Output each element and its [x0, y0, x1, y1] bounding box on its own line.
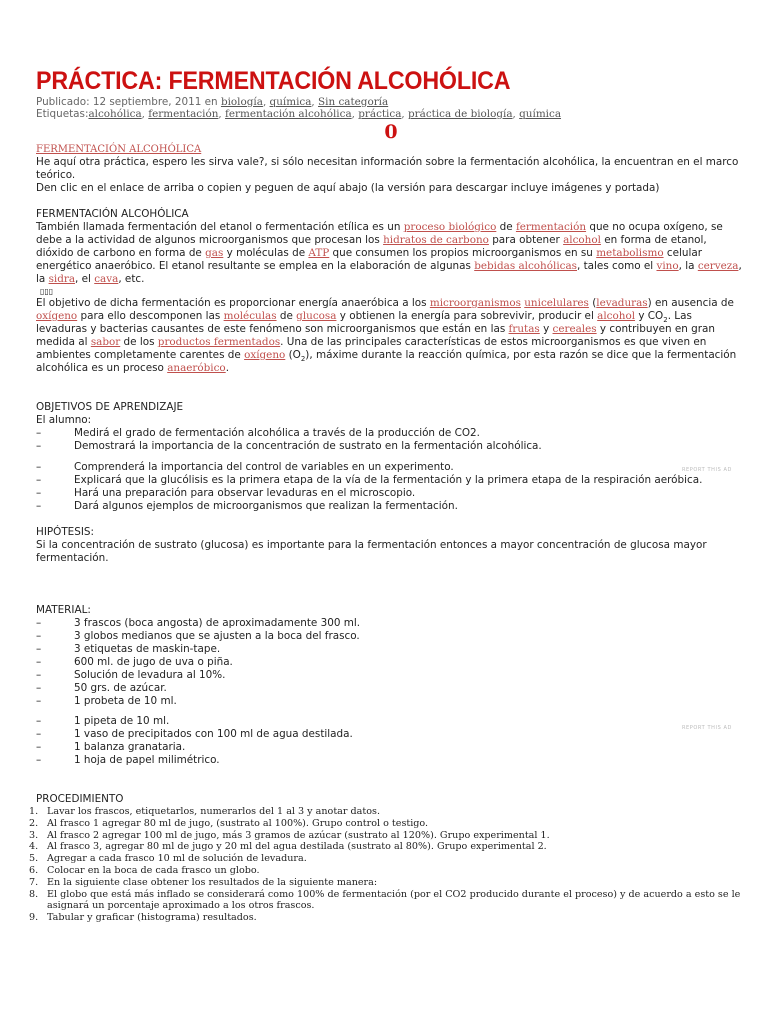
step-text: Al frasco 3, agregar 80 ml de jugo y 20 ml del agua destilada (sustrato al 80%). Grupo experimental 2. [47, 841, 547, 853]
bullet: – [36, 440, 42, 452]
material-item [36, 754, 746, 767]
wiki-link[interactable]: moléculas [223, 310, 277, 322]
bullet: – [36, 728, 42, 740]
material-item [36, 728, 746, 741]
step-text: Al frasco 2 agregar 100 ml de jugo, más 3 gramos de azúcar (sustrato al 120%). Grupo experimental 1. [47, 829, 550, 841]
objective-item [36, 474, 746, 487]
material-item [36, 715, 746, 728]
material-item-text: 1 balanza granataria. [74, 741, 186, 753]
tag-link[interactable]: fermentación [148, 108, 219, 120]
procedure-list [29, 806, 746, 924]
wiki-link[interactable]: sabor [90, 336, 121, 348]
step-number: 5. [29, 853, 39, 865]
bullet: – [36, 630, 42, 642]
objective-item [36, 487, 746, 500]
bullet: – [36, 695, 42, 707]
section-heading: MATERIAL: [36, 604, 91, 616]
tags-label: Etiquetas: [36, 108, 89, 120]
objective-item [36, 461, 746, 474]
step-text: El globo que está más inflado se considerará como 100% de fermentación (por el CO2 producido durante el proceso) y de acuerdo a esto se le asignará un porcentaje aproximado a los otros frascos. [47, 888, 741, 912]
category-link[interactable]: química [269, 96, 312, 108]
wiki-link[interactable]: ATP [308, 247, 330, 259]
section-heading: PROCEDIMIENTO [36, 793, 124, 805]
tags-line: Etiquetas:alcohólica, fermentación, fermentación alcohólica, práctica, práctica de biología, química [36, 108, 562, 120]
wiki-link[interactable]: hidratos de carbono [383, 234, 489, 246]
objectives-list [36, 427, 746, 453]
wiki-link[interactable]: anaeróbico [167, 362, 226, 374]
wiki-link[interactable]: alcohol [563, 234, 601, 246]
procedure-step [29, 912, 746, 924]
material-item [36, 617, 746, 630]
report-ad-link[interactable]: REPORT THIS AD [681, 467, 732, 473]
hypothesis-text: Si la concentración de sustrato (glucosa) es importante para la fermentación entonces a mayor concentración de glucosa mayor fermentación. [36, 539, 707, 564]
wiki-link[interactable]: fermentación [515, 221, 587, 233]
bullet: – [36, 682, 42, 694]
wiki-link[interactable]: sidra [48, 273, 76, 285]
procedure-step [29, 829, 746, 842]
wiki-link[interactable]: levaduras [596, 297, 648, 309]
comment-count[interactable]: 0 [384, 121, 398, 143]
material-item [36, 695, 746, 708]
bullet: – [36, 741, 42, 753]
fermentation-doc-link[interactable]: FERMENTACIÓN ALCOHÓLICA [36, 144, 202, 155]
objective-item [36, 440, 746, 453]
material-item-text: 1 probeta de 10 ml. [74, 695, 177, 707]
material-item-text: 3 frascos (boca angosta) de aproximadamente 300 ml. [74, 617, 361, 629]
step-text: Lavar los frascos, etiquetarlos, numerarlos del 1 al 3 y anotar datos. [47, 806, 381, 817]
material-item [36, 656, 746, 669]
procedure-step [29, 853, 746, 865]
material-item-text: 1 hoja de papel milimétrico. [74, 754, 220, 766]
article [29, 66, 746, 924]
bullet: – [36, 643, 42, 655]
bullet: – [36, 656, 42, 668]
wiki-link[interactable]: proceso biológico [403, 221, 497, 233]
procedure-step [29, 841, 746, 853]
step-text: Tabular y graficar (histograma) resultados. [47, 912, 257, 924]
step-number: 4. [29, 841, 39, 853]
material-item-text: Solución de levadura al 10%. [74, 669, 226, 681]
bullet: – [36, 487, 42, 499]
material-item-text: 3 globos medianos que se ajusten a la boca del frasco. [74, 630, 360, 642]
bullet: – [36, 754, 42, 766]
step-text: En la siguiente clase obtener los resultados de la siguiente manera: [47, 876, 378, 888]
section-heading: OBJETIVOS DE APRENDIZAJE [36, 401, 184, 413]
wiki-link[interactable]: gas [205, 247, 224, 259]
procedure-step [29, 817, 746, 830]
wiki-link[interactable]: frutas [508, 323, 540, 335]
subscript: 2 [663, 316, 668, 325]
step-text: Al frasco 1 agregar 80 ml de jugo, (sustrato al 100%). Grupo control o testigo. [47, 817, 429, 829]
material-item-text: 600 ml. de jugo de uva o piña. [74, 656, 233, 668]
objective-item-text: Dará algunos ejemplos de microorganismos que realizan la fermentación. [74, 500, 458, 512]
tag-link[interactable]: química [519, 108, 562, 120]
wiki-link[interactable]: glucosa [296, 310, 337, 322]
objective-item-text: Demostrará la importancia de la concentración de sustrato en la fermentación alcohólica. [74, 440, 542, 452]
wiki-link[interactable]: cerveza [697, 260, 739, 272]
wiki-link[interactable]: unicelulares [524, 297, 589, 309]
category-link[interactable]: Sin categoría [318, 96, 389, 108]
subscript: 2 [300, 355, 306, 364]
published-label: Publicado: 12 septiembre, 2011 en [36, 96, 218, 108]
missing-image-glyph: ▯▯▯ [40, 287, 54, 296]
material-item [36, 682, 746, 695]
definition-paragraph: También llamada fermentación del etanol o fermentación etílica es un proceso biológico de fermentación que no ocupa oxígeno, se debe a la actividad de algunos microorganismos que procesan los hidratos de carbono para obtener alcohol en forma de etanol, dióxido de carbono en forma de gas y moléculas de ATP que consumen los propios microorganismos en su metabolismo celular energético anaeróbico. El etanol resultante se emplea en la elaboración de algunas bebidas alcohólicas, tales como el vino, la cerveza, la sidra, el cava, etc. [36, 221, 742, 285]
objective-item-text: Hará una preparación para observar levaduras en el microscopio. [74, 487, 416, 499]
objective-item-text: Medirá el grado de fermentación alcohólica a través de la producción de CO2. [74, 427, 480, 439]
step-number: 1. [29, 806, 39, 817]
wiki-link[interactable]: oxígeno [244, 349, 286, 361]
material-list [36, 617, 746, 708]
wiki-link[interactable]: vino [656, 260, 679, 272]
step-number: 7. [29, 876, 39, 888]
wiki-link[interactable]: productos fermentados [157, 336, 281, 348]
material-list [36, 715, 746, 767]
objective-item [36, 500, 746, 513]
category-link[interactable]: biología [220, 96, 263, 108]
step-number: 3. [29, 829, 39, 841]
bullet: – [36, 617, 42, 629]
step-number: 9. [29, 912, 39, 924]
wiki-link[interactable]: cava [94, 273, 119, 285]
bullet: – [36, 669, 42, 681]
objective-item-text: Comprenderá la importancia del control de variables en un experimento. [74, 461, 454, 473]
procedure-step [29, 806, 746, 818]
wiki-link[interactable]: microorganismos [429, 297, 521, 309]
page-title: PRÁCTICA: FERMENTACIÓN ALCOHÓLICA [36, 67, 511, 95]
intro-text: He aquí otra práctica, espero les sirva vale?, si sólo necesitan información sobre la fermentación alcohólica, la encuentran en el marco teórico. [36, 156, 739, 181]
material-item [36, 669, 746, 682]
objective-item [36, 427, 746, 440]
procedure-step [29, 888, 746, 913]
material-item-text: 1 pipeta de 10 ml. [74, 715, 170, 727]
objectives-intro: El alumno: [36, 414, 92, 426]
section-heading: FERMENTACIÓN ALCOHÓLICA [36, 208, 189, 220]
bullet: – [36, 474, 42, 486]
step-text: Colocar en la boca de cada frasco un globo. [47, 864, 260, 876]
post-meta [36, 96, 746, 120]
step-number: 6. [29, 864, 39, 876]
objective-paragraph: El objetivo de dicha fermentación es proporcionar energía anaeróbica a los microorganismos unicelulares (levaduras) en ausencia de oxígeno para ello descomponen las moléculas de glucosa y obtienen la energía para sobrevivir, producir el alcohol y $CO_2$. Las levaduras y bacterias causantes de este fenómeno son microorganismos que están en las frutas y cereales y contribuyen en gran medida al sabor de los productos fermentados. Una de las principales características de estos microorganismos es que viven en ambientes completamente carentes de oxígeno $(O_2)$, máxime durante la reacción química, por esta razón se dice que la fermentación alcohólica es un proceso anaeróbico. [36, 297, 737, 374]
tag-link[interactable]: alcohólica [88, 108, 142, 120]
published-line: Publicado: 12 septiembre, 2011 en biología, química, Sin categoría [36, 96, 389, 108]
material-item-text: 1 vaso de precipitados con 100 ml de agua destilada. [74, 728, 353, 740]
wiki-link[interactable]: bebidas alcohólicas [474, 260, 577, 272]
material-item [36, 643, 746, 656]
report-ad-link[interactable]: REPORT THIS AD [681, 725, 732, 731]
wiki-link[interactable]: oxígeno [36, 310, 78, 322]
step-text: Agregar a cada frasco 10 ml de solución de levadura. [47, 853, 307, 865]
bullet: – [36, 427, 42, 439]
objective-item-text: Explicará que la glucólisis es la primera etapa de la vía de la fermentación y la primera etapa de la respiración aeróbica. [74, 474, 703, 486]
procedure-step [29, 864, 746, 877]
material-item-text: 50 grs. de azúcar. [74, 682, 167, 694]
bullet: – [36, 715, 42, 727]
tag-link[interactable]: práctica de biología [408, 108, 513, 120]
step-number: 8. [29, 888, 39, 900]
material-item [36, 741, 746, 754]
bullet: – [36, 500, 42, 512]
section-heading: HIPÓTESIS: [36, 526, 94, 538]
wiki-link[interactable]: metabolismo [596, 247, 664, 259]
objectives-list [36, 461, 746, 513]
procedure-step [29, 876, 746, 889]
material-item [36, 630, 746, 643]
wiki-link[interactable]: cereales [552, 323, 597, 335]
step-number: 2. [29, 817, 39, 829]
intro-text: Den clic en el enlace de arriba o copien y peguen de aquí abajo (la versión para descargar incluye imágenes y portada) [36, 182, 660, 194]
wiki-link[interactable]: alcohol [597, 310, 636, 322]
tag-link[interactable]: fermentación alcohólica [225, 108, 352, 120]
tag-link[interactable]: práctica [358, 108, 402, 120]
bullet: – [36, 461, 42, 473]
material-item-text: 3 etiquetas de maskin-tape. [74, 643, 221, 655]
